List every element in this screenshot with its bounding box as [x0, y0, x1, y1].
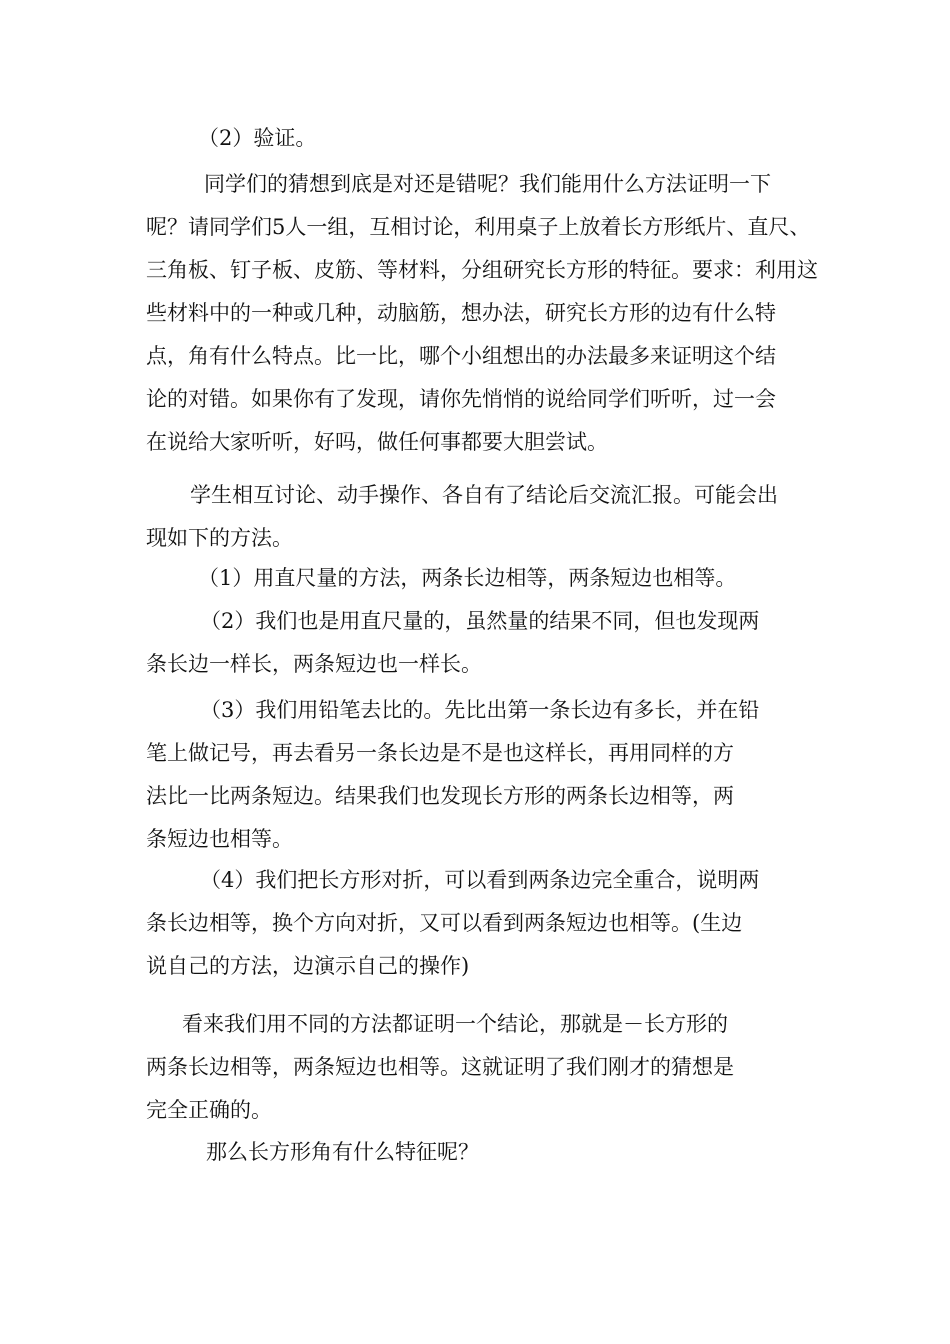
text-line: 看来我们用不同的方法都证明一个结论，那就是－长方形的 — [182, 1012, 728, 1036]
text-line: 完全正确的。 — [146, 1098, 272, 1122]
text-line: （3）我们用铅笔去比的。先比出第一条长边有多长，并在铅 — [200, 698, 760, 722]
text-line: 条长边一样长，两条短边也一样长。 — [146, 652, 482, 676]
text-line: 呢？请同学们5人一组，互相讨论，利用桌子上放着长方形纸片、直尺、 — [146, 215, 811, 239]
text-line: 点，角有什么特点。比一比，哪个小组想出的办法最多来证明这个结 — [146, 344, 776, 368]
text-line: 同学们的猜想到底是对还是错呢？我们能用什么方法证明一下 — [204, 172, 771, 196]
text-line: 些材料中的一种或几种，动脑筋，想办法，研究长方形的边有什么特 — [146, 301, 776, 325]
text-line: 学生相互讨论、动手操作、各自有了结论后交流汇报。可能会出 — [190, 483, 778, 507]
text-line: 条长边相等，换个方向对折，又可以看到两条短边也相等。(生边 — [146, 911, 743, 935]
text-line: 两条长边相等，两条短边也相等。这就证明了我们刚才的猜想是 — [146, 1055, 734, 1079]
text-line: 现如下的方法。 — [146, 526, 293, 550]
text-line: 条短边也相等。 — [146, 827, 293, 851]
text-line: 在说给大家听听，好吗，做任何事都要大胆尝试。 — [146, 430, 608, 454]
text-line: （2）我们也是用直尺量的，虽然量的结果不同，但也发现两 — [200, 609, 760, 633]
text-line: （2）验证。 — [198, 126, 317, 150]
text-line: 三角板、钉子板、皮筋、等材料，分组研究长方形的特征。要求：利用这 — [146, 258, 818, 282]
text-line: 法比一比两条短边。结果我们也发现长方形的两条长边相等，两 — [146, 784, 734, 808]
text-line: 那么长方形角有什么特征呢？ — [206, 1140, 479, 1164]
text-line: 论的对错。如果你有了发现，请你先悄悄的说给同学们听听，过一会 — [146, 387, 776, 411]
text-line: 笔上做记号，再去看另一条长边是不是也这样长，再用同样的方 — [146, 741, 734, 765]
text-line: 说自己的方法，边演示自己的操作) — [146, 954, 470, 978]
text-line: （1）用直尺量的方法，两条长边相等，两条短边也相等。 — [198, 566, 737, 590]
text-line: （4）我们把长方形对折，可以看到两条边完全重合，说明两 — [200, 868, 760, 892]
